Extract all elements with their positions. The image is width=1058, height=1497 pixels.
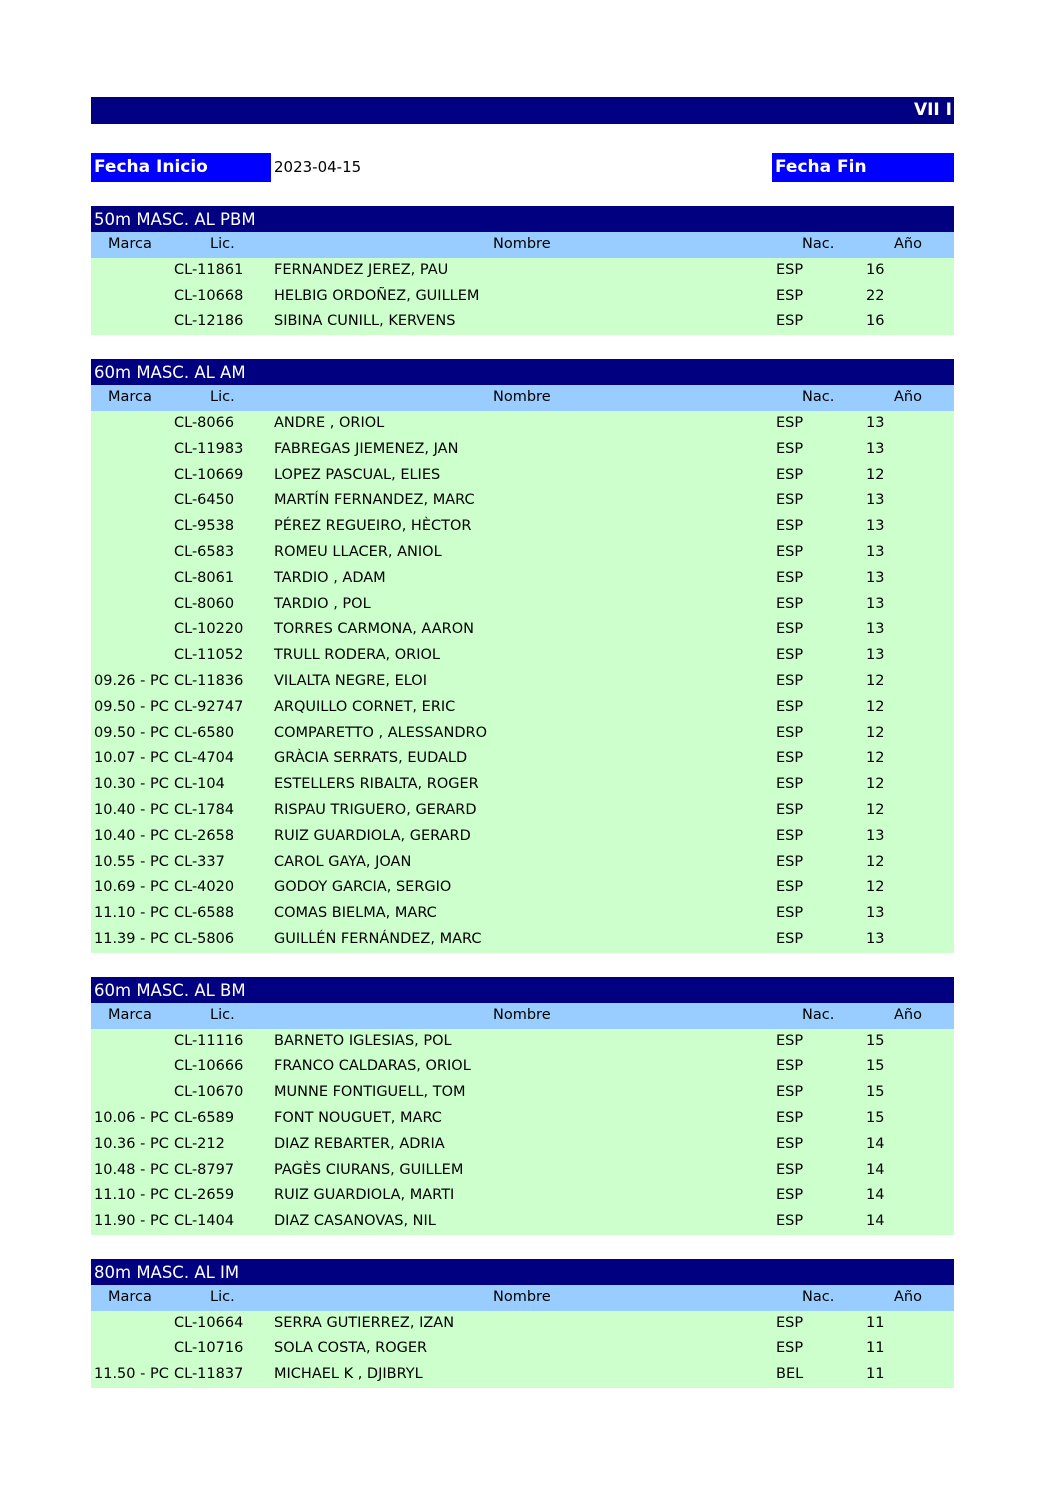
- column-header-nombre: Nombre: [493, 236, 551, 252]
- table-body: [91, 1311, 954, 1388]
- cell-marca: 09.50 - PC: [94, 724, 169, 741]
- cell-lic: CL-10664: [174, 1314, 244, 1331]
- table-row: [91, 1080, 954, 1106]
- cell-lic: CL-1404: [174, 1213, 235, 1230]
- table-row: [91, 284, 954, 310]
- cell-nac: BEL: [776, 1366, 804, 1383]
- cell-nombre: SOLA COSTA, ROGER: [274, 1340, 428, 1357]
- cell-nac: ESP: [776, 750, 804, 767]
- cell-nombre: FERNANDEZ JEREZ, PAU: [274, 261, 449, 278]
- cell-nombre: RUIZ GUARDIOLA, GERARD: [274, 827, 471, 844]
- cell-lic: CL-8797: [174, 1161, 235, 1178]
- table-row: [91, 1132, 954, 1158]
- event-title: 60m MASC. AL BM: [91, 977, 954, 1003]
- start-date-label: Fecha Inicio: [91, 153, 271, 182]
- cell-lic: CL-337: [174, 853, 225, 870]
- cell-nac: ESP: [776, 287, 804, 304]
- cell-lic: CL-6583: [174, 543, 235, 560]
- cell-nac: ESP: [776, 261, 804, 278]
- table-row: [91, 798, 954, 824]
- table-row: [91, 514, 954, 540]
- cell-ano: 13: [866, 492, 885, 509]
- table-row: [91, 824, 954, 850]
- document-page: [91, 97, 954, 1388]
- cell-nac: ESP: [776, 647, 804, 664]
- table-row: [91, 488, 954, 514]
- cell-nombre: ESTELLERS RIBALTA, ROGER: [274, 776, 479, 793]
- cell-nombre: COMAS BIELMA, MARC: [274, 905, 437, 922]
- table-row: [91, 566, 954, 592]
- cell-marca: 10.48 - PC: [94, 1161, 169, 1178]
- cell-lic: CL-11116: [174, 1032, 244, 1049]
- event-section: [91, 1259, 954, 1388]
- cell-ano: 12: [866, 776, 885, 793]
- cell-lic: CL-11861: [174, 261, 244, 278]
- cell-marca: 11.10 - PC: [94, 905, 169, 922]
- cell-nac: ESP: [776, 492, 804, 509]
- cell-nac: ESP: [776, 1032, 804, 1049]
- cell-nac: ESP: [776, 1340, 804, 1357]
- cell-lic: CL-92747: [174, 698, 244, 715]
- cell-lic: CL-2658: [174, 827, 235, 844]
- start-date-value: 2023-04-15: [274, 158, 362, 176]
- cell-nombre: GRÀCIA SERRATS, EUDALD: [274, 750, 468, 767]
- date-row: [91, 153, 954, 182]
- column-header-lic: Lic.: [210, 1006, 235, 1023]
- cell-nombre: PÉREZ REGUEIRO, HÈCTOR: [274, 518, 472, 535]
- cell-nombre: TORRES CARMONA, AARON: [274, 621, 474, 638]
- cell-lic: CL-8066: [174, 414, 235, 431]
- cell-nac: ESP: [776, 1187, 804, 1204]
- cell-ano: 12: [866, 853, 885, 870]
- cell-nac: ESP: [776, 801, 804, 818]
- cell-lic: CL-4020: [174, 879, 235, 896]
- table-row: [91, 746, 954, 772]
- column-header-marca: Marca: [108, 236, 152, 252]
- cell-nombre: ARQUILLO CORNET, ERIC: [274, 698, 456, 715]
- cell-ano: 13: [866, 543, 885, 560]
- cell-ano: 13: [866, 905, 885, 922]
- column-header-ano: Año: [894, 1288, 922, 1305]
- cell-lic: CL-11983: [174, 440, 244, 457]
- cell-nombre: MICHAEL K , DJIBRYL: [274, 1366, 423, 1383]
- cell-lic: CL-1784: [174, 801, 235, 818]
- table-row: [91, 592, 954, 618]
- cell-ano: 12: [866, 724, 885, 741]
- cell-marca: 10.30 - PC: [94, 776, 169, 793]
- cell-nac: ESP: [776, 543, 804, 560]
- column-header-ano: Año: [894, 236, 922, 252]
- cell-lic: CL-10220: [174, 621, 244, 638]
- cell-nac: ESP: [776, 672, 804, 689]
- table-row: [91, 463, 954, 489]
- cell-nombre: HELBIG ORDOÑEZ, GUILLEM: [274, 287, 480, 304]
- cell-ano: 13: [866, 621, 885, 638]
- cell-nombre: SIBINA CUNILL, KERVENS: [274, 313, 456, 330]
- cell-marca: 11.90 - PC: [94, 1213, 169, 1230]
- cell-lic: CL-11836: [174, 672, 244, 689]
- cell-nombre: SERRA GUTIERREZ, IZAN: [274, 1314, 455, 1331]
- table-header-row: [91, 232, 954, 258]
- table-row: [91, 695, 954, 721]
- table-row: [91, 1158, 954, 1184]
- cell-nac: ESP: [776, 569, 804, 586]
- table-body: [91, 1029, 954, 1235]
- cell-nac: ESP: [776, 621, 804, 638]
- cell-lic: CL-212: [174, 1135, 225, 1152]
- cell-ano: 13: [866, 827, 885, 844]
- cell-ano: 13: [866, 569, 885, 586]
- cell-nombre: GODOY GARCIA, SERGIO: [274, 879, 452, 896]
- cell-nombre: RISPAU TRIGUERO, GERARD: [274, 801, 477, 818]
- cell-lic: CL-104: [174, 776, 225, 793]
- table-row: [91, 1362, 954, 1388]
- column-header-marca: Marca: [108, 1006, 152, 1023]
- cell-lic: CL-6580: [174, 724, 235, 741]
- cell-lic: CL-8061: [174, 569, 235, 586]
- column-header-lic: Lic.: [210, 1288, 235, 1305]
- cell-nac: ESP: [776, 1109, 804, 1126]
- cell-nombre: BARNETO IGLESIAS, POL: [274, 1032, 452, 1049]
- cell-nac: ESP: [776, 776, 804, 793]
- cell-nombre: COMPARETTO , ALESSANDRO: [274, 724, 487, 741]
- event-section: [91, 359, 954, 953]
- event-section: [91, 206, 954, 335]
- cell-nac: ESP: [776, 518, 804, 535]
- cell-marca: 11.10 - PC: [94, 1187, 169, 1204]
- table-row: [91, 772, 954, 798]
- cell-nombre: CAROL GAYA, JOAN: [274, 853, 412, 870]
- column-header-nac: Nac.: [802, 236, 835, 252]
- cell-nombre: MARTÍN FERNANDEZ, MARC: [274, 492, 475, 509]
- cell-ano: 12: [866, 698, 885, 715]
- column-header-nombre: Nombre: [493, 1288, 551, 1305]
- cell-ano: 11: [866, 1340, 885, 1357]
- table-row: [91, 643, 954, 669]
- table-header-row: [91, 1285, 954, 1311]
- cell-nombre: LOPEZ PASCUAL, ELIES: [274, 466, 441, 483]
- table-row: [91, 1336, 954, 1362]
- cell-lic: CL-2659: [174, 1187, 235, 1204]
- table-row: [91, 411, 954, 437]
- cell-nombre: TARDIO , ADAM: [274, 569, 386, 586]
- column-header-nombre: Nombre: [493, 1006, 551, 1023]
- cell-ano: 15: [866, 1084, 885, 1101]
- cell-nac: ESP: [776, 1213, 804, 1230]
- cell-nac: ESP: [776, 440, 804, 457]
- cell-ano: 14: [866, 1213, 885, 1230]
- table-body: [91, 411, 954, 953]
- table-row: [91, 721, 954, 747]
- cell-nac: ESP: [776, 1161, 804, 1178]
- end-date-label: Fecha Fin: [772, 153, 954, 182]
- cell-nac: ESP: [776, 724, 804, 741]
- cell-lic: CL-10666: [174, 1058, 244, 1075]
- cell-nombre: RUIZ GUARDIOLA, MARTI: [274, 1187, 455, 1204]
- cell-nombre: GUILLÉN FERNÁNDEZ, MARC: [274, 930, 482, 947]
- cell-marca: 10.40 - PC: [94, 801, 169, 818]
- cell-nac: ESP: [776, 313, 804, 330]
- cell-marca: 11.50 - PC: [94, 1366, 169, 1383]
- table-row: [91, 927, 954, 953]
- cell-ano: 13: [866, 440, 885, 457]
- table-body: [91, 258, 954, 335]
- cell-marca: 10.07 - PC: [94, 750, 169, 767]
- table-header-row: [91, 385, 954, 411]
- events-list: [91, 206, 954, 1388]
- cell-lic: CL-6588: [174, 905, 235, 922]
- cell-marca: 10.36 - PC: [94, 1135, 169, 1152]
- cell-nombre: MUNNE FONTIGUELL, TOM: [274, 1084, 466, 1101]
- cell-lic: CL-10669: [174, 466, 244, 483]
- cell-ano: 13: [866, 930, 885, 947]
- column-header-nac: Nac.: [802, 1006, 835, 1023]
- column-header-ano: Año: [894, 389, 922, 406]
- cell-ano: 12: [866, 672, 885, 689]
- table-header-row: [91, 1003, 954, 1029]
- column-header-nac: Nac.: [802, 1288, 835, 1305]
- cell-nombre: FRANCO CALDARAS, ORIOL: [274, 1058, 471, 1075]
- cell-lic: CL-12186: [174, 313, 244, 330]
- table-row: [91, 901, 954, 927]
- cell-lic: CL-9538: [174, 518, 235, 535]
- cell-nombre: PAGÈS CIURANS, GUILLEM: [274, 1161, 464, 1178]
- column-header-marca: Marca: [108, 389, 152, 406]
- table-row: [91, 669, 954, 695]
- table-row: [91, 437, 954, 463]
- cell-ano: 12: [866, 750, 885, 767]
- cell-marca: 10.55 - PC: [94, 853, 169, 870]
- cell-ano: 11: [866, 1366, 885, 1383]
- cell-ano: 11: [866, 1314, 885, 1331]
- cell-nombre: ROMEU LLACER, ANIOL: [274, 543, 442, 560]
- page-title: VII I: [913, 100, 952, 120]
- cell-nac: ESP: [776, 1058, 804, 1075]
- cell-ano: 13: [866, 518, 885, 535]
- cell-marca: 09.50 - PC: [94, 698, 169, 715]
- cell-lic: CL-5806: [174, 930, 235, 947]
- table-row: [91, 617, 954, 643]
- cell-ano: 16: [866, 261, 885, 278]
- table-row: [91, 1311, 954, 1337]
- table-row: [91, 850, 954, 876]
- cell-ano: 12: [866, 879, 885, 896]
- cell-nombre: FABREGAS JIEMENEZ, JAN: [274, 440, 459, 457]
- page-title-bar: [91, 97, 954, 124]
- cell-ano: 15: [866, 1109, 885, 1126]
- cell-lic: CL-10670: [174, 1084, 244, 1101]
- cell-nombre: FONT NOUGUET, MARC: [274, 1109, 442, 1126]
- cell-marca: 10.06 - PC: [94, 1109, 169, 1126]
- event-title: 50m MASC. AL PBM: [91, 206, 954, 232]
- cell-nac: ESP: [776, 698, 804, 715]
- cell-nombre: DIAZ REBARTER, ADRIA: [274, 1135, 445, 1152]
- column-header-marca: Marca: [108, 1288, 152, 1305]
- cell-nac: ESP: [776, 853, 804, 870]
- cell-nac: ESP: [776, 879, 804, 896]
- cell-nombre: DIAZ CASANOVAS, NIL: [274, 1213, 436, 1230]
- table-row: [91, 1054, 954, 1080]
- cell-nac: ESP: [776, 930, 804, 947]
- cell-marca: 10.40 - PC: [94, 827, 169, 844]
- column-header-nombre: Nombre: [493, 389, 551, 406]
- cell-lic: CL-4704: [174, 750, 235, 767]
- cell-nombre: VILALTA NEGRE, ELOI: [274, 672, 427, 689]
- cell-marca: 09.26 - PC: [94, 672, 169, 689]
- cell-marca: 11.39 - PC: [94, 930, 169, 947]
- event-title: 80m MASC. AL IM: [91, 1259, 954, 1285]
- cell-lic: CL-10716: [174, 1340, 244, 1357]
- table-row: [91, 1209, 954, 1235]
- table-row: [91, 1183, 954, 1209]
- cell-ano: 14: [866, 1135, 885, 1152]
- cell-nac: ESP: [776, 905, 804, 922]
- cell-nac: ESP: [776, 1135, 804, 1152]
- cell-nac: ESP: [776, 827, 804, 844]
- cell-lic: CL-6589: [174, 1109, 235, 1126]
- cell-ano: 13: [866, 647, 885, 664]
- table-row: [91, 309, 954, 335]
- cell-nombre: TRULL RODERA, ORIOL: [274, 647, 441, 664]
- cell-ano: 14: [866, 1187, 885, 1204]
- column-header-lic: Lic.: [210, 236, 235, 252]
- cell-ano: 13: [866, 414, 885, 431]
- event-section: [91, 977, 954, 1235]
- cell-lic: CL-10668: [174, 287, 244, 304]
- cell-nombre: ANDRE , ORIOL: [274, 414, 385, 431]
- cell-lic: CL-11052: [174, 647, 244, 664]
- cell-nac: ESP: [776, 1314, 804, 1331]
- cell-nac: ESP: [776, 414, 804, 431]
- column-header-nac: Nac.: [802, 389, 835, 406]
- cell-lic: CL-11837: [174, 1366, 244, 1383]
- table-row: [91, 540, 954, 566]
- cell-lic: CL-6450: [174, 492, 235, 509]
- cell-nac: ESP: [776, 1084, 804, 1101]
- table-row: [91, 1029, 954, 1055]
- cell-ano: 15: [866, 1032, 885, 1049]
- column-header-lic: Lic.: [210, 389, 235, 406]
- cell-ano: 13: [866, 595, 885, 612]
- cell-ano: 15: [866, 1058, 885, 1075]
- cell-nac: ESP: [776, 466, 804, 483]
- cell-nac: ESP: [776, 595, 804, 612]
- table-row: [91, 258, 954, 284]
- cell-marca: 10.69 - PC: [94, 879, 169, 896]
- cell-ano: 14: [866, 1161, 885, 1178]
- column-header-ano: Año: [894, 1006, 922, 1023]
- event-title: 60m MASC. AL AM: [91, 359, 954, 385]
- table-row: [91, 875, 954, 901]
- cell-ano: 12: [866, 801, 885, 818]
- cell-ano: 22: [866, 287, 885, 304]
- cell-ano: 16: [866, 313, 885, 330]
- cell-lic: CL-8060: [174, 595, 235, 612]
- cell-nombre: TARDIO , POL: [274, 595, 371, 612]
- table-row: [91, 1106, 954, 1132]
- cell-ano: 12: [866, 466, 885, 483]
